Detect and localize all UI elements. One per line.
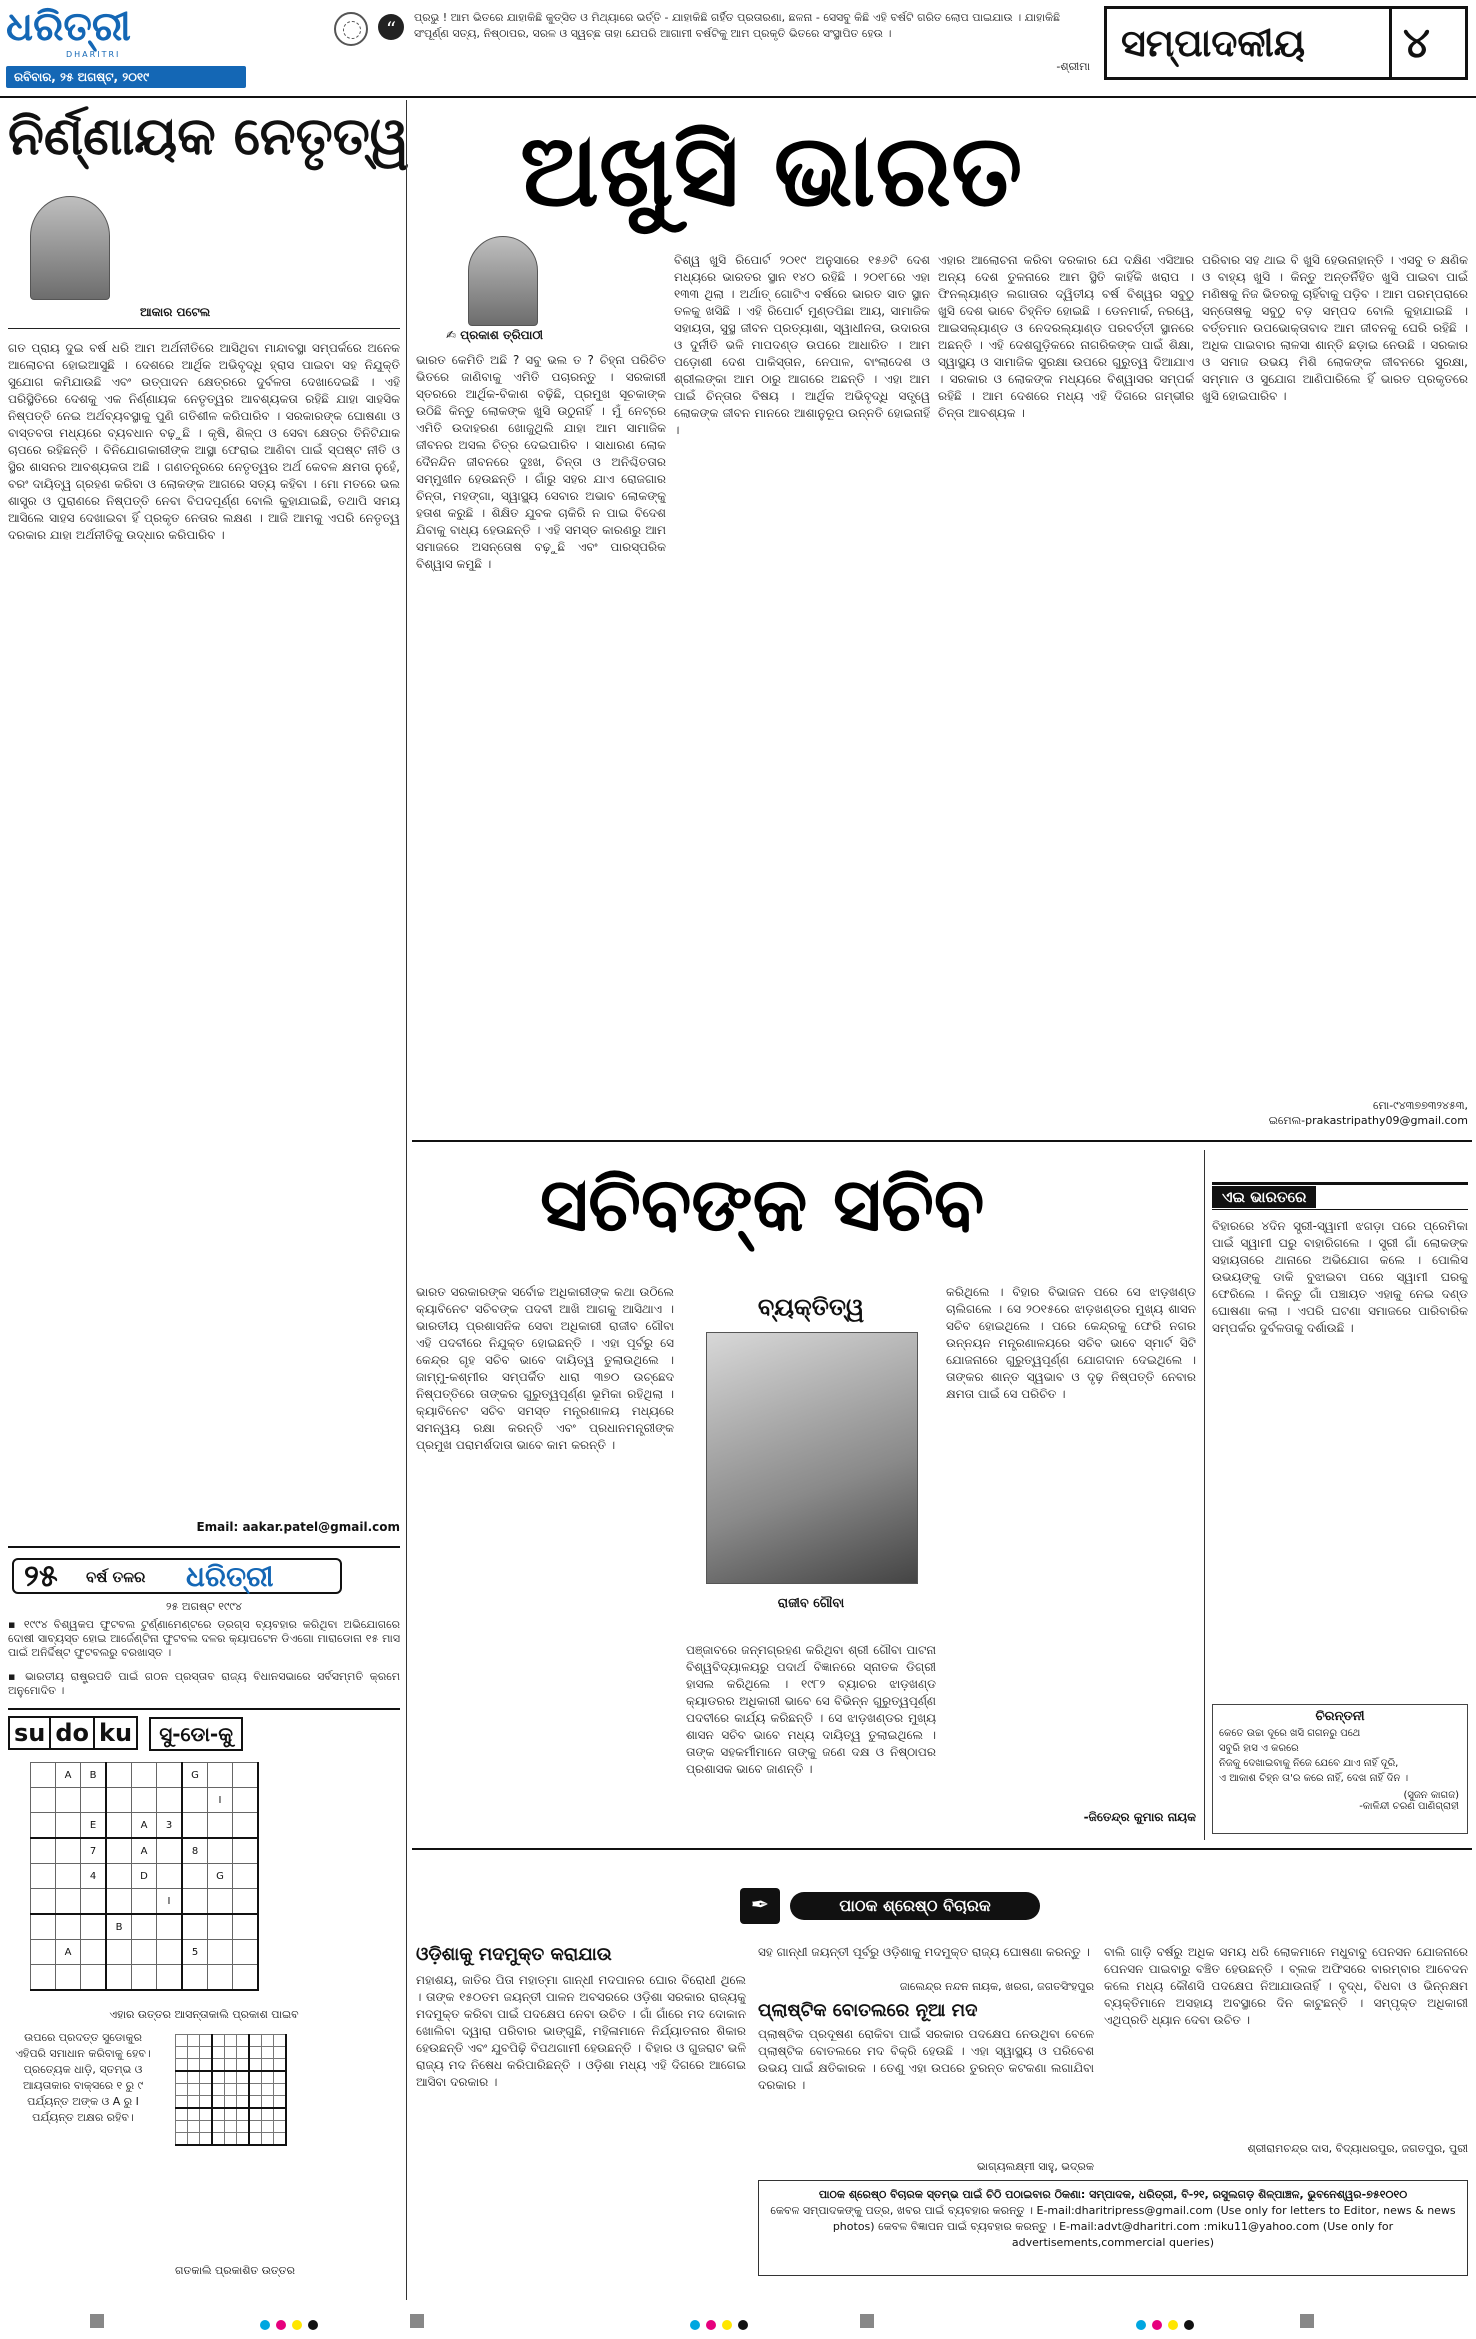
- mini-cell: [188, 2084, 200, 2096]
- mini-cell: [212, 2133, 225, 2146]
- second-headline: ସଚିବଙ୍କ ସଚିବ: [540, 1162, 985, 1248]
- mini-cell: [176, 2096, 188, 2109]
- section-title: ସମ୍ପାଦକୀୟ: [1121, 20, 1306, 65]
- mini-cell: [274, 2059, 287, 2072]
- mini-cell: [200, 2108, 213, 2121]
- mini-cell: [176, 2133, 188, 2146]
- sudoku-cell: [208, 1914, 233, 1940]
- sudoku-cell: [31, 1813, 56, 1839]
- mini-cell: [249, 2108, 262, 2121]
- mini-cell: [188, 2035, 200, 2047]
- mini-cell: [262, 2059, 274, 2072]
- quote-icon: “: [378, 14, 404, 40]
- sudoku-cell: [106, 1940, 132, 1965]
- sudoku-cell: [31, 1838, 56, 1864]
- sudoku-cell: [157, 1965, 183, 1991]
- sudoku-cell: [157, 1914, 183, 1940]
- author-photo-prakash: [468, 236, 538, 326]
- mini-cell: [249, 2035, 262, 2047]
- sudoku-cell: [106, 1965, 132, 1991]
- main-col-2: ବିଶ୍ୱ ଖୁସି ରିପୋର୍ଟ ୨୦୧୯ ଅନୁସାରେ ୧୫୬ଟି ଦେଶ ମଧ୍ୟରେ ଭାରତର ସ୍ଥାନ ୧୪୦ ରହିଛି । ୨୦୧୮ରେ ଏହା ୧୩୩ ଥିଲା । ଅର୍ଥାତ୍ ଗୋଟିଏ ବର୍ଷରେ ଭାରତ ସାତ ସ୍ଥାନ ତଳକୁ ଖସିଛି । ଏହି ରିପୋର୍ଟ ମୁଣ୍ଡପିଛା ଆୟ, ସାମାଜିକ ସହାୟତା, ସୁସ୍ଥ ଜୀବନ ପ୍ରତ୍ୟାଶା, ସ୍ୱାଧୀନତା, ଉଦାରତା ଓ ଦୁର୍ନୀତି ଭଳି ମାପଦଣ୍ଡ ଉପରେ ଆଧାରିତ । ଆମ ପଡ଼ୋଶୀ ଦେଶ ପାକିସ୍ତାନ, ନେପାଳ, ବାଂଲାଦେଶ ଓ ଶ୍ରୀଲଙ୍କା ଆମ ଠାରୁ ଆଗରେ ଅଛନ୍ତି । ଏହା ଆମ ପାଇଁ ଚିନ୍ତାର ବିଷୟ । ଆର୍ଥିକ ଅଭିବୃଦ୍ଧି ସତ୍ତ୍ୱେ ଲୋକଙ୍କ ଜୀବନ ମାନରେ ଆଶାନୁରୂପ ଉନ୍ନତି ହୋଇନାହିଁ ।: [674, 253, 930, 437]
- sudoku-cell: [132, 1940, 157, 1965]
- sudoku-cell: I: [157, 1889, 183, 1915]
- mini-cell: [262, 2096, 274, 2109]
- sudoku-cell: [208, 1965, 233, 1991]
- sudoku-cell: [132, 1788, 157, 1813]
- sudoku-cell: [56, 1864, 81, 1889]
- wheel-icon: [334, 12, 368, 46]
- mini-cell: [237, 2108, 250, 2121]
- letter-2-body: ପ୍ଲାଷ୍ଟିକ ପ୍ରଦୂଷଣ ରୋକିବା ପାଇଁ ସରକାର ପଦକ୍ଷେପ ନେଉଥିବା ବେଳେ ପ୍ଲାଷ୍ଟିକ ବୋତଲରେ ମଦ ବିକ୍ରି ହେଉଛି । ଏହା ସ୍ୱାସ୍ଥ୍ୟ ଓ ପରିବେଶ ଉଭୟ ପାଇଁ କ୍ଷତିକାରକ । ତେଣୁ ଏହା ଉପରେ ତୁରନ୍ତ କଟକଣା ଲଗାଯିବା ଦରକାର ।: [758, 2027, 1094, 2092]
- author-name-prakash: ✍ ପ୍ରକାଶ ତ୍ରିପାଠୀ: [446, 328, 544, 342]
- mini-cell: [262, 2121, 274, 2133]
- sudoku-cell: [81, 1965, 107, 1991]
- logo: [6, 4, 196, 59]
- sudoku-cell: A: [56, 1940, 81, 1965]
- author-name-akar: ଆକାର ପଟେଲ: [140, 305, 211, 319]
- twentyfive-item-1: ▪ ୧୯୯୪ ବିଶ୍ୱକପ ଫୁଟବଲ ଟୁର୍ଣ୍ଣାମେଣ୍ଟରେ ଡ୍ରଗ୍ସ ବ୍ୟବହାର କରିଥିବା ଅଭିଯୋଗରେ ଦୋଷୀ ସାବ୍ୟସ୍ତ ହୋଇ ଆର୍ଜେଣ୍ଟିନା ଫୁଟବଲ ଦଳର କ୍ୟାପଟେନ ଡିଏଗୋ ମାରାଡୋନା ୧୫ ମାସ ପାଇଁ ଅନିର୍ଦ୍ଦିଷ୍ଟ ଫୁଟବଲରୁ ବରଖାସ୍ତ ।: [8, 1618, 400, 1659]
- mini-cell: [176, 2071, 188, 2084]
- mini-cell: [212, 2096, 225, 2109]
- main-col-1: ଭାରତ କେମିତି ଅଛି ? ସବୁ ଭଲ ତ ? ଚିହ୍ନା ପରିଚିତ ଭିତରେ ଜାଣିବାକୁ ଏମିତି ପଚାରନ୍ତୁ । ସରକାରୀ ସ୍ତରରେ ଆର୍ଥିକ-ବିକାଶ ବଢ଼ିଛି, ପ୍ରମୁଖ ସୂଚକାଙ୍କ ଉଠିଛି କିନ୍ତୁ ଲୋକଙ୍କ ଖୁସି ଉଠୁନାହିଁ । ମୁଁ ନେଟ୍ରେ ଏମିତି ଉଦାହରଣ ଖୋଜୁଥିଲି ଯାହା ଆମ ସାମାଜିକ ଜୀବନର ଅସଲ ଚିତ୍ର ଦେଇପାରିବ । ସାଧାରଣ ଲୋକ ଦୈନନ୍ଦିନ ଜୀବନରେ ଦୁଃଖ, ଚିନ୍ତା ଓ ଅନିଶ୍ଚିତତାର ସମ୍ମୁଖୀନ ହେଉଛନ୍ତି । ଗାଁରୁ ସହର ଯାଏ ରୋଜଗାର ଚିନ୍ତା, ମହଙ୍ଗା, ସ୍ୱାସ୍ଥ୍ୟ ସେବାର ଅଭାବ ଲୋକଙ୍କୁ ହତାଶ କରୁଛି । ଶିକ୍ଷିତ ଯୁବକ ଚାକିରି ନ ପାଇ ବିଦେଶ ଯିବାକୁ ବାଧ୍ୟ ହେଉଛନ୍ତି । ଏହି ସମସ୍ତ କାରଣରୁ ଆମ ସମାଜରେ ଅସନ୍ତୋଷ ବଢ଼ୁଛି ଏବଂ ପାରସ୍ପରିକ ବିଶ୍ୱାସ କମୁଛି ।: [416, 353, 666, 571]
- mini-cell: [225, 2071, 237, 2084]
- masthead: [0, 0, 1476, 100]
- main-col-4: ପରିବାର ସହ ଥାଇ ବି ଖୁସି ହେଉନାହାନ୍ତି । ଏସବୁ ତ କ୍ଷଣିକ ଓ ବାହ୍ୟ ଖୁସି । କିନ୍ତୁ ଅନ୍ତର୍ନିହିତ ଖୁସି ପାଇବା ପାଇଁ ମଣିଷକୁ ନିଜ ଭିତରକୁ ଚାହିଁବାକୁ ପଡ଼ିବ । ଆମ ପରମ୍ପରାରେ ସନ୍ତୋଷକୁ ସବୁଠୁ ବଡ଼ ସମ୍ପଦ ବୋଲି କୁହାଯାଇଛି । ବର୍ତ୍ତମାନ ଉପଭୋକ୍ତାବାଦ ଆମ ଜୀବନକୁ ଘେରି ରହିଛି । ଅଧିକ ପାଇବାର ଲାଳସା ଶାନ୍ତି ଛଡ଼ାଇ ନେଉଛି । ସରକାର ଓ ସମାଜ ଉଭୟ ମିଶି ଲୋକଙ୍କ ଜୀବନରେ ସୁରକ୍ଷା, ସମ୍ମାନ ଓ ସୁଯୋଗ ଆଣିପାରିଲେ ହିଁ ଭାରତ ପ୍ରକୃତରେ ଖୁସି ହୋଇପାରିବ ।: [1202, 253, 1468, 403]
- main-headline: ଅଖୁସି ଭାରତ: [520, 111, 1023, 229]
- mini-cell: [200, 2121, 213, 2133]
- mini-cell: [212, 2121, 225, 2133]
- letter-2-sign: ଭାଗ୍ୟଲକ୍ଷ୍ମୀ ସାହୁ, ଭଦ୍ରକ: [976, 2160, 1094, 2173]
- sudoku-cell: [31, 1788, 56, 1813]
- sudoku-cell: [81, 1889, 107, 1915]
- sudoku-cell: A: [132, 1813, 157, 1839]
- mini-cell: [212, 2071, 225, 2084]
- quote-text: ପ୍ରଭୁ ! ଆମ ଭିତରେ ଯାହାକିଛି କୁତ୍ସିତ ଓ ମିଥ୍ୟାରେ ଭର୍ତ୍ତି - ଯାହାକିଛି ଗର୍ହିତ ପ୍ରତାରଣା, ଛଳନା - ସେସବୁ କିଛି ଏହି ବର୍ଷଟି ଗରିତ ଲୋପ ପାଇଯାଉ । ଯାହାକିଛି ସଂପୂର୍ଣ୍ଣ ସତ୍ୟ, ନିଷ୍ଠାପର, ସରଳ ଓ ସ୍ୱଚ୍ଛ ତାହା ଯେପରି ଆଗାମୀ ବର୍ଷଟିକୁ ଆମ ପ୍ରକୃତି ଭିତରେ ସଂସ୍ଥାପିତ ହେଉ ।: [414, 11, 1061, 40]
- twentyfive-years-box: [8, 1556, 400, 1698]
- letter-1-body: ମହାଶୟ, ଜାତିର ପିତା ମହାତ୍ମା ଗାନ୍ଧୀ ମଦପାନର ଘୋର ବିରୋଧୀ ଥିଲେ । ତାଙ୍କ ୧୫୦ତମ ଜୟନ୍ତୀ ପାଳନ ଅବସରରେ ଓଡ଼ିଶା ସରକାର ରାଜ୍ୟକୁ ମଦମୁକ୍ତ କରିବା ପାଇଁ ପଦକ୍ଷେପ ନେବା ଉଚିତ । ଗାଁ ଗାଁରେ ମଦ ଦୋକାନ ଖୋଲିବା ଦ୍ୱାରା ପରିବାର ଭାଙ୍ଗୁଛି, ମହିଳାମାନେ ନିର୍ଯ୍ୟାତନାର ଶିକାର ହେଉଛନ୍ତି ଏବଂ ଯୁବପିଢ଼ି ବିପଥଗାମୀ ହେଉଛନ୍ତି । ବିହାର ଓ ଗୁଜରାଟ ଭଳି ରାଜ୍ୟ ମଦ ନିଷେଧ କରିପାରିଛନ୍ତି । ଓଡ଼ିଶା ମଧ୍ୟ ଏହି ଦିଗରେ ଆଗେଇ ଆସିବା ଦରକାର ।: [416, 1973, 746, 2089]
- letter-2-headline: ପ୍ଲାଷ୍ଟିକ ବୋତଲରେ ନୂଆ ମଦ: [758, 2000, 978, 2021]
- sudoku-cell: [233, 1838, 259, 1864]
- mini-cell: [225, 2133, 237, 2146]
- letter-1-headline: ଓଡ଼ିଶାକୁ ମଦମୁକ୍ତ କରାଯାଉ: [416, 1944, 612, 1965]
- person-photo: [706, 1332, 918, 1584]
- sudoku-cell: [233, 1763, 259, 1788]
- sudoku-cell: E: [81, 1813, 107, 1839]
- mini-cell: [262, 2035, 274, 2047]
- mini-cell: [212, 2059, 225, 2072]
- sudoku-cell: [233, 1889, 259, 1915]
- mini-cell: [237, 2071, 250, 2084]
- sudoku-cell: A: [56, 1763, 81, 1788]
- sudoku-cell: [132, 1889, 157, 1915]
- sudoku-cell: [106, 1763, 132, 1788]
- sudoku-cell: [233, 1813, 259, 1839]
- mini-cell: [188, 2108, 200, 2121]
- mini-cell: [200, 2035, 213, 2047]
- pen-icon: ✒: [740, 1888, 780, 1924]
- mini-cell: [176, 2121, 188, 2133]
- sudoku-cell: [182, 1889, 208, 1915]
- author-photo-akar: [30, 196, 110, 300]
- mini-cell: [200, 2133, 213, 2146]
- mini-cell: [237, 2035, 250, 2047]
- sudoku-cell: [106, 1838, 132, 1864]
- sudoku-cell: B: [81, 1763, 107, 1788]
- sudoku-cell: [31, 1864, 56, 1889]
- mini-cell: [262, 2047, 274, 2059]
- mini-cell: [200, 2059, 213, 2072]
- mini-cell: [274, 2035, 287, 2047]
- mini-cell: [188, 2059, 200, 2072]
- mini-cell: [274, 2096, 287, 2109]
- twentyfive-title: ୨୫ ବର୍ଷ ତଳର ଧରିତ୍ରୀ: [12, 1558, 342, 1594]
- mini-cell: [225, 2084, 237, 2096]
- sudoku-cell: B: [106, 1914, 132, 1940]
- sudoku-mini-caption: ଗତକାଲି ପ୍ରକାଶିତ ଉତ୍ତର: [175, 2264, 295, 2277]
- mini-cell: [237, 2096, 250, 2109]
- mini-cell: [188, 2133, 200, 2146]
- sudoku-cell: 5: [182, 1940, 208, 1965]
- sudoku-cell: [132, 1965, 157, 1991]
- mini-cell: [188, 2071, 200, 2084]
- issue-date: ରବିବାର, ୨୫ ଅଗଷ୍ଟ, ୨୦୧୯: [14, 70, 150, 84]
- sudoku-cell: [208, 1940, 233, 1965]
- sudoku-cell: [208, 1838, 233, 1864]
- mini-cell: [249, 2059, 262, 2072]
- mini-cell: [176, 2035, 188, 2047]
- sudoku-cell: [157, 1838, 183, 1864]
- mini-cell: [225, 2108, 237, 2121]
- sudoku-cell: 7: [81, 1838, 107, 1864]
- mini-cell: [225, 2096, 237, 2109]
- mini-cell: [274, 2121, 287, 2133]
- registration-strip: [0, 2306, 1476, 2336]
- sudoku-cell: [106, 1889, 132, 1915]
- sudoku-cell: [106, 1864, 132, 1889]
- ei-bharatare-title: ଏଇ ଭାରତରେ: [1212, 1182, 1468, 1210]
- mini-cell: [212, 2047, 225, 2059]
- sudoku-cell: D: [132, 1864, 157, 1889]
- sudoku-cell: [31, 1763, 56, 1788]
- mini-cell: [188, 2047, 200, 2059]
- mini-cell: [262, 2133, 274, 2146]
- sudoku-cell: [31, 1940, 56, 1965]
- sudoku-cell: [233, 1864, 259, 1889]
- mini-cell: [249, 2084, 262, 2096]
- mini-cell: [262, 2108, 274, 2121]
- sudoku-solution-mini: [175, 2034, 287, 2146]
- mini-cell: [274, 2047, 287, 2059]
- mini-cell: [188, 2096, 200, 2109]
- main-col-3: ଏହାର ଆଲୋଚନା କରିବା ଦରକାର ଯେ ଦକ୍ଷିଣ ଏସିଆର ଅନ୍ୟ ଦେଶ ତୁଳନାରେ ଆମ ସ୍ଥିତି କାହିଁକି ଖରାପ । ଫିନଲ୍ୟାଣ୍ଡ ଲଗାତାର ଦ୍ୱିତୀୟ ବର୍ଷ ବିଶ୍ୱର ସବୁଠୁ ଖୁସି ଦେଶ ଭାବେ ଚିହ୍ନିତ ହୋଇଛି । ଡେନମାର୍କ, ନରୱେ, ଆଇସଲ୍ୟାଣ୍ଡ ଓ ନେଦରଲ୍ୟାଣ୍ଡ ପରବର୍ତ୍ତୀ ସ୍ଥାନରେ ଅଛନ୍ତି । ଏହି ଦେଶଗୁଡ଼ିକରେ ନାଗରିକଙ୍କ ପାଇଁ ଶିକ୍ଷା, ସ୍ୱାସ୍ଥ୍ୟ ଓ ସାମାଜିକ ସୁରକ୍ଷା ଉପରେ ଗୁରୁତ୍ୱ ଦିଆଯାଏ । ସରକାର ଓ ଲୋକଙ୍କ ମଧ୍ୟରେ ବିଶ୍ୱାସର ସମ୍ପର୍କ ରହିଛି । ଆମ ଦେଶରେ ମଧ୍ୟ ଏହି ଦିଗରେ ଗମ୍ଭୀର ଚିନ୍ତା ଆବଶ୍ୟକ ।: [938, 253, 1194, 420]
- mini-cell: [212, 2108, 225, 2121]
- mini-cell: [237, 2047, 250, 2059]
- mini-cell: [212, 2084, 225, 2096]
- ei-bharatare-body: ବିହାରରେ ୪ଦିନ ସ୍ତ୍ରୀ-ସ୍ୱାମୀ ଝଗଡ଼ା ପରେ ପ୍ରେମିକା ପାଇଁ ସ୍ୱାମୀ ଘରୁ ବାହାରିଗଲେ । ସ୍ତ୍ରୀ ଗାଁ ଲୋକଙ୍କ ସହାୟତାରେ ଥାନାରେ ଅଭିଯୋଗ କଲେ । ପୋଲିସ ଉଭୟଙ୍କୁ ଡାକି ବୁଝାଇବା ପରେ ସ୍ୱାମୀ ଘରକୁ ଫେରିଲେ । କିନ୍ତୁ ଗାଁ ପଞ୍ଚାୟତ ଏହାକୁ ନେଇ ଦଣ୍ଡ ଘୋଷଣା କଲା । ଏପରି ଘଟଣା ସମାଜରେ ପାରିବାରିକ ସମ୍ପର୍କର ଦୁର୍ବଳତାକୁ ଦର୍ଶାଉଛି ।: [1212, 1219, 1468, 1335]
- mini-cell: [249, 2121, 262, 2133]
- mini-cell: [237, 2084, 250, 2096]
- left-article-body: ଗତ ପ୍ରାୟ ଦୁଇ ବର୍ଷ ଧରି ଆମ ଅର୍ଥନୀତିରେ ଆସିଥିବା ମାନ୍ଦାବସ୍ଥା ସମ୍ପର୍କରେ ଅନେକ ଆଲୋଚନା ହୋଇଆସୁଛି । ଦେଶରେ ଆର୍ଥିକ ଅଭିବୃଦ୍ଧି ହ୍ରାସ ପାଇବା ସହ ନିଯୁକ୍ତି ସୁଯୋଗ କମିଯାଉଛି ଏବଂ ଉତ୍ପାଦନ କ୍ଷେତ୍ରରେ ଦୁର୍ବଳତା ଦେଖାଦେଇଛି । ଏହି ପରିସ୍ଥିତିରେ ଦେଶକୁ ଏକ ନିର୍ଣ୍ଣାୟକ ନେତୃତ୍ୱର ଆବଶ୍ୟକତା ରହିଛି ଯାହା ସାହସିକ ନିଷ୍ପତ୍ତି ନେଇ ଅର୍ଥବ୍ୟବସ୍ଥାକୁ ପୁଣି ଗତିଶୀଳ କରିପାରିବ । ସରକାରଙ୍କ ଘୋଷଣା ଓ ବାସ୍ତବତା ମଧ୍ୟରେ ବ୍ୟବଧାନ ବଢ଼ୁଛି । କୃଷି, ଶିଳ୍ପ ଓ ସେବା କ୍ଷେତ୍ର ତିନିଟିଯାକ ଚାପରେ ରହିଛନ୍ତି । ବିନିଯୋଗକାରୀଙ୍କ ଆସ୍ଥା ଫେରାଇ ଆଣିବା ପାଇଁ ସ୍ପଷ୍ଟ ନୀତି ଓ ସ୍ଥିର ଶାସନର ଆବଶ୍ୟକତା ଅଛି । ଗଣତନ୍ତ୍ରରେ ନେତୃତ୍ୱର ଅର୍ଥ କେବଳ କ୍ଷମତା ନୁହେଁ, ବରଂ ଦାୟିତ୍ୱ ଗ୍ରହଣ କରିବା ଓ ଲୋକଙ୍କ ଆଗରେ ସତ୍ୟ କହିବା । ମୋ ମତରେ ଭଲ ଶାସ୍ତ୍ର ଓ ପୁରାଣରେ ନିଷ୍ପତ୍ତି ନେବା ବିପଦପୂର୍ଣ୍ଣ ବୋଲି କୁହାଯାଇଛି, ତଥାପି ସମୟ ଆସିଲେ ସାହସ ଦେଖାଇବା ହିଁ ପ୍ରକୃତ ନେତାର ଲକ୍ଷଣ । ଆଜି ଆମକୁ ଏପରି ନେତୃତ୍ୱ ଦରକାର ଯାହା ଅର୍ଥନୀତିକୁ ଉଦ୍ଧାର କରିପାରିବ ।: [8, 341, 400, 542]
- letters-emails: କେବଳ ସମ୍ପାଦକଙ୍କୁ ପତ୍ର, ଖବର ପାଇଁ ବ୍ୟବହାର କରନ୍ତୁ । E-mail:dharitripress@gmail.com (Use only for letters to Editor, news & news photos) କେବଳ ବିଜ୍ଞାପନ ପାଇଁ ବ୍ୟବହାର କରନ୍ତୁ । E-mail:advt@dharitri.com :miku11@yahoo.com (Use only for advertisements,commercial queries): [770, 2204, 1456, 2249]
- second-byline: -ଜିତେନ୍ଦ୍ର କୁମାର ନାୟକ: [1083, 1810, 1196, 1824]
- letter-3-sign: ଶ୍ରୀରାମଚନ୍ଦ୍ର ଦାସ, ବିଦ୍ୟାଧରପୁର, ଜଗତପୁର, ପୁରୀ: [1247, 2142, 1468, 2155]
- sudoku-cell: G: [208, 1864, 233, 1889]
- second-col-3: କରିଥିଲେ । ବିହାର ବିଭାଜନ ପରେ ସେ ଝାଡ଼ଖଣ୍ଡ ଚାଲିଗଲେ । ସେ ୨୦୧୫ରେ ଝାଡ଼ଖଣ୍ଡର ମୁଖ୍ୟ ଶାସନ ସଚିବ ହୋଇଥିଲେ । ପରେ କେନ୍ଦ୍ରକୁ ଫେରି ନଗର ଉନ୍ନୟନ ମନ୍ତ୍ରଣାଳୟରେ ସଚିବ ଭାବେ ସ୍ମାର୍ଟ ସିଟି ଯୋଜନାରେ ଗୁରୁତ୍ୱପୂର୍ଣ୍ଣ ଯୋଗଦାନ ଦେଇଥିଲେ । ତାଙ୍କର ଶାନ୍ତ ସ୍ୱଭାବ ଓ ଦୃଢ଼ ନିଷ୍ପତ୍ତି ନେବାର କ୍ଷମତା ପାଇଁ ସେ ପରିଚିତ ।: [946, 1285, 1196, 1401]
- sudoku-cell: [182, 1813, 208, 1839]
- sudoku-cell: [31, 1914, 56, 1940]
- poem-box: ଚିରନ୍ତନୀ କେତେ ଉଚ୍ଚା ଦୂରେ ଖସି ଗଗନରୁ ପଥେ ସବୁରି ହାସ ଏ କରରେ ନିଜକୁ ଦେଖାଇବାକୁ ନିଜେ ଯେବେ ଯାଏ ନାହିଁ ଦୂରି, ଏ ଆକାଶ ଚିହ୍ନ ତା'ର କରେ ନାହିଁ, ଦେଖ ନାହିଁ ଦିନ । (ସୁଜନ କାଗଜ) -କାଳିନ୍ଦୀ ଚରଣ ପାଣିଗ୍ରାହୀ: [1212, 1704, 1468, 1834]
- sudoku-cell: [233, 1965, 259, 1991]
- personality-box: [686, 1292, 936, 1632]
- mini-cell: [225, 2047, 237, 2059]
- mini-cell: [274, 2133, 287, 2146]
- mini-cell: [249, 2071, 262, 2084]
- mini-cell: [188, 2121, 200, 2133]
- mini-cell: [237, 2059, 250, 2072]
- mini-cell: [225, 2059, 237, 2072]
- mini-cell: [176, 2059, 188, 2072]
- sudoku-cell: [233, 1914, 259, 1940]
- sudoku-cell: [157, 1788, 183, 1813]
- left-email: Email: aakar.patel@gmail.com: [196, 1520, 400, 1534]
- mini-cell: [200, 2071, 213, 2084]
- sudoku-cell: I: [208, 1788, 233, 1813]
- section-title-box: [1104, 6, 1468, 80]
- personality-label: ବ୍ୟକ୍ତିତ୍ୱ: [757, 1292, 865, 1321]
- letter-2-pre: ସହ ଗାନ୍ଧୀ ଜୟନ୍ତୀ ପୂର୍ବରୁ ଓଡ଼ିଶାକୁ ମଦମୁକ୍ତ ରାଜ୍ୟ ଘୋଷଣା କରନ୍ତୁ ।: [758, 1945, 1090, 1959]
- mini-cell: [200, 2047, 213, 2059]
- logo-text: ଧରିତ୍ରୀ: [6, 3, 131, 50]
- main-contact: ମୋ-୯୪୩୭୭୩୨୪୫୩, ଇମେଲ-prakastripathy09@gmail.com: [1268, 1099, 1468, 1127]
- mini-cell: [262, 2071, 274, 2084]
- mini-cell: [200, 2096, 213, 2109]
- sudoku-cell: [208, 1763, 233, 1788]
- mini-cell: [262, 2084, 274, 2096]
- sudoku-cell: [81, 1940, 107, 1965]
- logo-sub: DHARITRI: [66, 50, 121, 59]
- mini-cell: [249, 2047, 262, 2059]
- sudoku-cell: [208, 1813, 233, 1839]
- sudoku-cell: A: [132, 1838, 157, 1864]
- left-headline: ନିର୍ଣ୍ଣାୟକ ନେତୃତ୍ୱ: [8, 106, 410, 167]
- person-name: ରାଜୀବ ଗୌବା: [777, 1596, 845, 1611]
- sudoku-cell: 3: [157, 1813, 183, 1839]
- quote-author: -ଶ୍ରୀମା: [1056, 60, 1090, 73]
- sudoku-cell: 4: [81, 1864, 107, 1889]
- sudoku-cell: [182, 1914, 208, 1940]
- mini-cell: [274, 2084, 287, 2096]
- sudoku-cell: [233, 1788, 259, 1813]
- sudoku-cell: [157, 1940, 183, 1965]
- mini-cell: [176, 2084, 188, 2096]
- sudoku-title: su do ku ସୁ-ଡୋ-କୁ: [8, 1716, 400, 1752]
- sudoku-cell: [56, 1788, 81, 1813]
- mini-cell: [225, 2121, 237, 2133]
- sudoku-cell: [81, 1788, 107, 1813]
- page-number: ୪: [1403, 18, 1430, 67]
- mini-cell: [274, 2071, 287, 2084]
- sudoku-cell: [31, 1965, 56, 1991]
- letters-title: ପାଠକ ଶ୍ରେଷ୍ଠ ବିଚାରକ: [790, 1892, 1040, 1920]
- sudoku-cell: [106, 1813, 132, 1839]
- mini-cell: [249, 2096, 262, 2109]
- sudoku-cell: [56, 1965, 81, 1991]
- letters-address: ପାଠକ ଶ୍ରେଷ୍ଠ ବିଚାରକ ସ୍ତମ୍ଭ ପାଇଁ ଚିଠି ପଠାଇବାର ଠିକଣା: ସମ୍ପାଦକ, ଧରିତ୍ରୀ, ବି-୨୧, ରସୁଲଗଡ଼ ଶିଳ୍ପାଞ୍ଚଳ, ଭୁବନେଶ୍ୱର-୭୫୧୦୧୦: [818, 2188, 1408, 2201]
- second-col-2: ପଞ୍ଜାବରେ ଜନ୍ମଗ୍ରହଣ କରିଥିବା ଶ୍ରୀ ଗୌବା ପାଟନା ବିଶ୍ୱବିଦ୍ୟାଳୟରୁ ପଦାର୍ଥ ବିଜ୍ଞାନରେ ସ୍ନାତକ ଡିଗ୍ରୀ ହାସଲ କରିଥିଲେ । ୧୯୮୨ ବ୍ୟାଚର ଝାଡ଼ଖଣ୍ଡ କ୍ୟାଡରର ଅଧିକାରୀ ଭାବେ ସେ ବିଭିନ୍ନ ଗୁରୁତ୍ୱପୂର୍ଣ୍ଣ ପଦବୀରେ କାର୍ଯ୍ୟ କରିଛନ୍ତି । ସେ ଝାଡ଼ଖଣ୍ଡର ମୁଖ୍ୟ ଶାସନ ସଚିବ ଭାବେ ମଧ୍ୟ ଦାୟିତ୍ୱ ତୁଲାଇଥିଲେ । ତାଙ୍କ ସହକର୍ମୀମାନେ ତାଙ୍କୁ ଜଣେ ଦକ୍ଷ ଓ ନିଷ୍ଠାପର ପ୍ରଶାସକ ଭାବେ ଜାଣନ୍ତି ।: [686, 1643, 936, 1776]
- letter-2-pre-sign: ଜାଲେନ୍ଦ୍ର ନନ୍ଦନ ନାୟକ, ଖରଗ, ଜଗତସିଂହପୁର: [899, 1980, 1094, 1993]
- mini-cell: [212, 2035, 225, 2047]
- mini-cell: [237, 2133, 250, 2146]
- sudoku-cell: [56, 1813, 81, 1839]
- mini-cell: [200, 2084, 213, 2096]
- sudoku-cell: [182, 1965, 208, 1991]
- mini-cell: [274, 2108, 287, 2121]
- second-col-1: ଭାରତ ସରକାରଙ୍କ ସର୍ବୋଚ୍ଚ ଅଧିକାରୀଙ୍କ କଥା ଉଠିଲେ କ୍ୟାବିନେଟ ସଚିବଙ୍କ ପଦବୀ ଆଖି ଆଗକୁ ଆସିଥାଏ । ଭାରତୀୟ ପ୍ରଶାସନିକ ସେବା ଅଧିକାରୀ ରାଜୀବ ଗୌବା ଏହି ପଦବୀରେ ନିଯୁକ୍ତ ହୋଇଛନ୍ତି । ଏହା ପୂର୍ବରୁ ସେ କେନ୍ଦ୍ର ଗୃହ ସଚିବ ଭାବେ ଦାୟିତ୍ୱ ତୁଲାଉଥିଲେ । ଜାମ୍ମୁ-କଶ୍ମୀର ସମ୍ପର୍କିତ ଧାରା ୩୭୦ ଉଚ୍ଛେଦ ନିଷ୍ପତ୍ତିରେ ତାଙ୍କର ଗୁରୁତ୍ୱପୂର୍ଣ୍ଣ ଭୂମିକା ରହିଥିଲା । କ୍ୟାବିନେଟ ସଚିବ ସମସ୍ତ ମନ୍ତ୍ରଣାଳୟ ମଧ୍ୟରେ ସମନ୍ୱୟ ରକ୍ଷା କରନ୍ତି ଏବଂ ପ୍ରଧାନମନ୍ତ୍ରୀଙ୍କ ପ୍ରମୁଖ ପରାମର୍ଶଦାତା ଭାବେ କାମ କରନ୍ତି ।: [416, 1285, 674, 1452]
- sudoku-cell: 8: [182, 1838, 208, 1864]
- letter-3-body: ବାଲି ଗାଡ଼ି ବର୍ଷରୁ ଅଧିକ ସମୟ ଧରି ଲୋକମାନେ ମଧୁବାବୁ ପେନସନ ଯୋଜନାରେ ପେନସନ ପାଇବାରୁ ବଞ୍ଚିତ ହେଉଛନ୍ତି । ବ୍ଲକ ଅଫିସରେ ବାରମ୍ବାର ଆବେଦନ କଲେ ମଧ୍ୟ କୌଣସି ପଦକ୍ଷେପ ନିଆଯାଉନାହିଁ । ବୃଦ୍ଧ, ବିଧବା ଓ ଭିନ୍ନକ୍ଷମ ବ୍ୟକ୍ତିମାନେ ଅସହାୟ ଅବସ୍ଥାରେ ଦିନ କାଟୁଛନ୍ତି । ସମ୍ପୃକ୍ତ ଅଧିକାରୀ ଏଥିପ୍ରତି ଧ୍ୟାନ ଦେବା ଉଚିତ ।: [1104, 1945, 1468, 2027]
- sudoku-cell: [208, 1889, 233, 1915]
- twentyfive-item-2: ▪ ଭାରତୀୟ ରାଷ୍ଟ୍ରପତି ପାଇଁ ଗଠନ ପ୍ରସ୍ତାବ ରାଜ୍ୟ ବିଧାନସଭାରେ ସର୍ବସମ୍ମତି କ୍ରମେ ଅନୁମୋଦିତ ।: [8, 1670, 400, 1697]
- sudoku-cell: [106, 1788, 132, 1813]
- sudoku-cell: G: [182, 1763, 208, 1788]
- mini-cell: [249, 2133, 262, 2146]
- mini-cell: [176, 2047, 188, 2059]
- letters-address-box: [758, 2180, 1468, 2276]
- reg-cyan: [260, 2320, 270, 2330]
- mini-cell: [225, 2035, 237, 2047]
- sudoku-cell: [132, 1763, 157, 1788]
- sudoku-cell: [157, 1864, 183, 1889]
- sudoku-cell: [56, 1838, 81, 1864]
- sudoku-cell: [233, 1940, 259, 1965]
- sudoku-cell: [81, 1914, 107, 1940]
- mini-cell: [176, 2108, 188, 2121]
- sudoku-cell: [182, 1864, 208, 1889]
- mini-cell: [237, 2121, 250, 2133]
- date-bar: [6, 66, 246, 88]
- sudoku-howto: ଉପରେ ପ୍ରଦତ୍ତ ସୁଡୋକୁର ଏହିପରି ସମାଧାନ କରିବାକୁ ହେବ। ପ୍ରତ୍ୟେକ ଧାଡ଼ି, ସ୍ତମ୍ଭ ଓ ଆୟତାକାର ବାକ୍ସରେ ୧ ରୁ ୯ ପର୍ଯ୍ୟନ୍ତ ଅଙ୍କ ଓ A ରୁ I ପର୍ଯ୍ୟନ୍ତ ଅକ୍ଷର ରହିବ।: [15, 2031, 151, 2124]
- sudoku-answer-caption: ଏହାର ଉତ୍ତର ଆସନ୍ତାକାଲି ପ୍ରକାଶ ପାଇବ: [109, 2008, 299, 2021]
- twentyfive-date: ୨୫ ଅଗଷ୍ଟ ୧୯୯୪: [166, 1600, 242, 1613]
- letters-title-bar: [740, 1888, 1170, 1924]
- sudoku-cell: [31, 1889, 56, 1915]
- sudoku-cell: [132, 1914, 157, 1940]
- sudoku-cell: [182, 1788, 208, 1813]
- sudoku-cell: [56, 1889, 81, 1915]
- sudoku-cell: [56, 1914, 81, 1940]
- sudoku-cell: [157, 1763, 183, 1788]
- sudoku-grid: [30, 1762, 259, 1991]
